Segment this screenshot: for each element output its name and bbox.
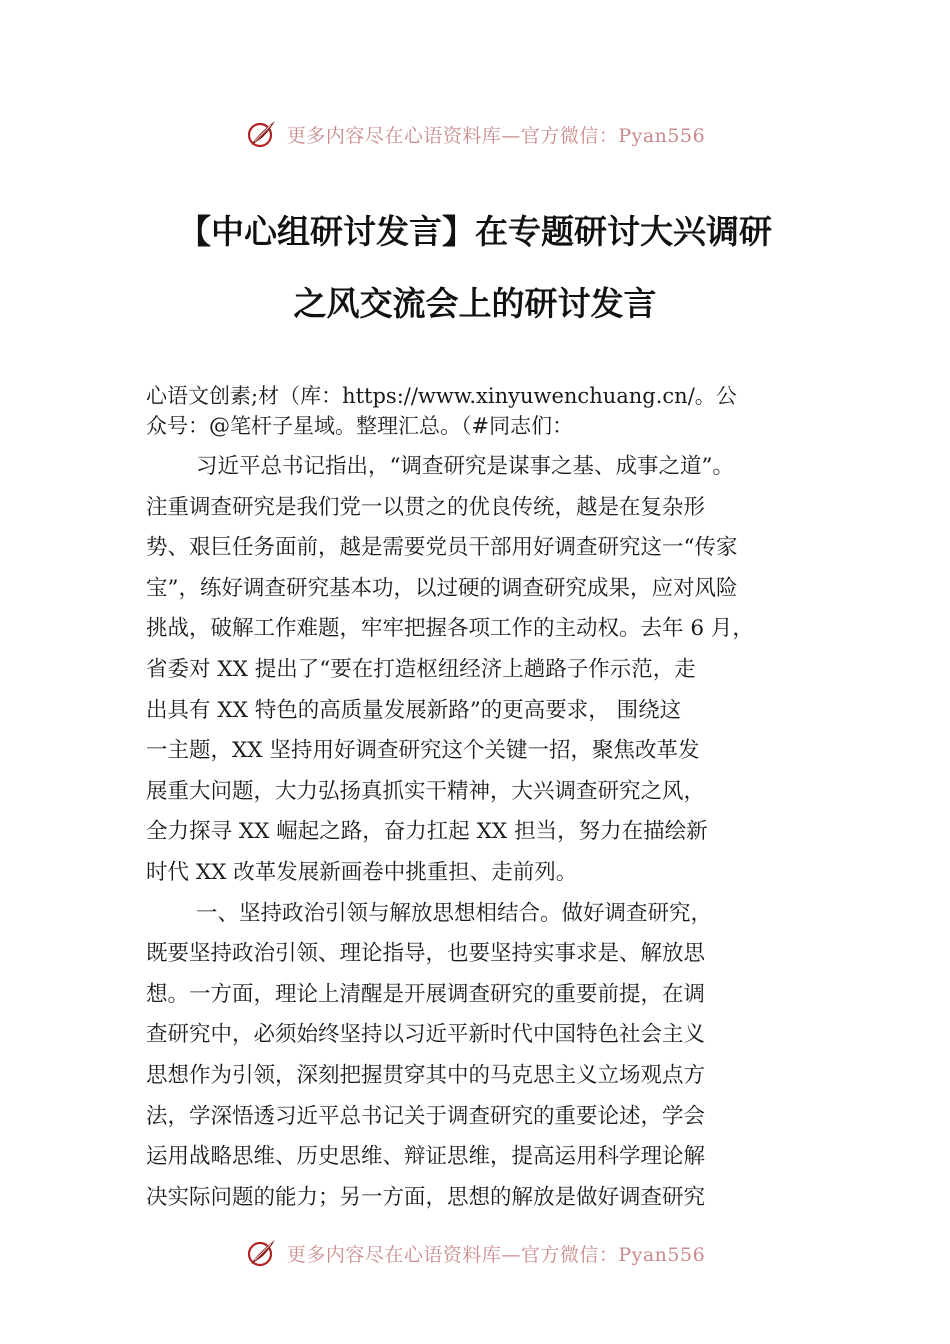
document-body — [146, 447, 836, 1218]
body-line: 省委对 XX 提出了“要在打造枢纽经济上趟路子作示范，走 — [146, 656, 696, 682]
body-line: 习近平总书记指出，“调查研究是谋事之基、成事之道”。 — [196, 454, 734, 479]
footer-banner — [0, 1233, 950, 1273]
source-note-line-1: 心语文创素;材（库：https://www.xinyuwenchuang.cn/。公 — [146, 384, 737, 408]
body-line: 一主题，XX 坚持用好调查研究这个关键一招，聚焦改革发 — [146, 738, 700, 764]
body-line: 查研究中，必须始终坚持以习近平新时代中国特色社会主义 — [146, 1022, 706, 1048]
source-note-line-2: 众号：@笔杆子星域。整理汇总。（#同志们： — [146, 414, 574, 438]
feather-logo-icon — [245, 1236, 279, 1270]
body-line: 展重大问题，大力弘扬真抓实干精神，大兴调查研究之风， — [146, 778, 706, 804]
body-line: 势、艰巨任务面前，越是需要党员干部用好调查研究这一“传家 — [146, 535, 738, 561]
body-line: 注重调查研究是我们党一以贯之的优良传统，越是在复杂形 — [146, 494, 706, 520]
body-line: 全力探寻 XX 崛起之路，奋力扛起 XX 担当，努力在描绘新 — [146, 819, 708, 845]
body-line: 宝”，练好调查研究基本功，以过硬的调查研究成果，应对风险 — [146, 575, 738, 601]
title-line-2: 之风交流会上的研讨发言 — [293, 284, 657, 323]
banner-text: 更多内容尽在心语资料库—官方微信：Pyan556 — [286, 1243, 706, 1266]
body-line: 法，学深悟透习近平总书记关于调查研究的重要论述，学会 — [146, 1103, 706, 1129]
title-line-1: 【中心组研讨发言】在专题研讨大兴调研 — [178, 212, 772, 251]
header-banner — [0, 114, 950, 154]
body-line: 想。一方面，理论上清醒是开展调查研究的重要前提，在调 — [146, 981, 706, 1007]
body-line: 决实际问题的能力；另一方面，思想的解放是做好调查研究 — [146, 1184, 706, 1210]
body-line: 既要坚持政治引领、理论指导，也要坚持实事求是、解放思 — [146, 941, 706, 967]
body-line: 出具有 XX 特色的高质量发展新路”的更高要求， 围绕这 — [146, 697, 682, 723]
feather-logo-icon — [245, 117, 279, 151]
section-heading-line: 一、坚持政治引领与解放思想相结合。做好调查研究， — [196, 900, 713, 926]
document-title — [0, 196, 950, 340]
body-line: 思想作为引领，深刻把握贯穿其中的马克思主义立场观点方 — [146, 1062, 706, 1088]
body-line: 运用战略思维、历史思维、辩证思维，提高运用科学理论解 — [146, 1144, 706, 1170]
body-line: 挑战，破解工作难题，牢牢把握各项工作的主动权。去年 6 月， — [146, 616, 754, 642]
banner-text: 更多内容尽在心语资料库—官方微信：Pyan556 — [286, 124, 706, 147]
body-line: 时代 XX 改革发展新画卷中挑重担、走前列。 — [146, 859, 578, 885]
source-note — [146, 381, 826, 441]
